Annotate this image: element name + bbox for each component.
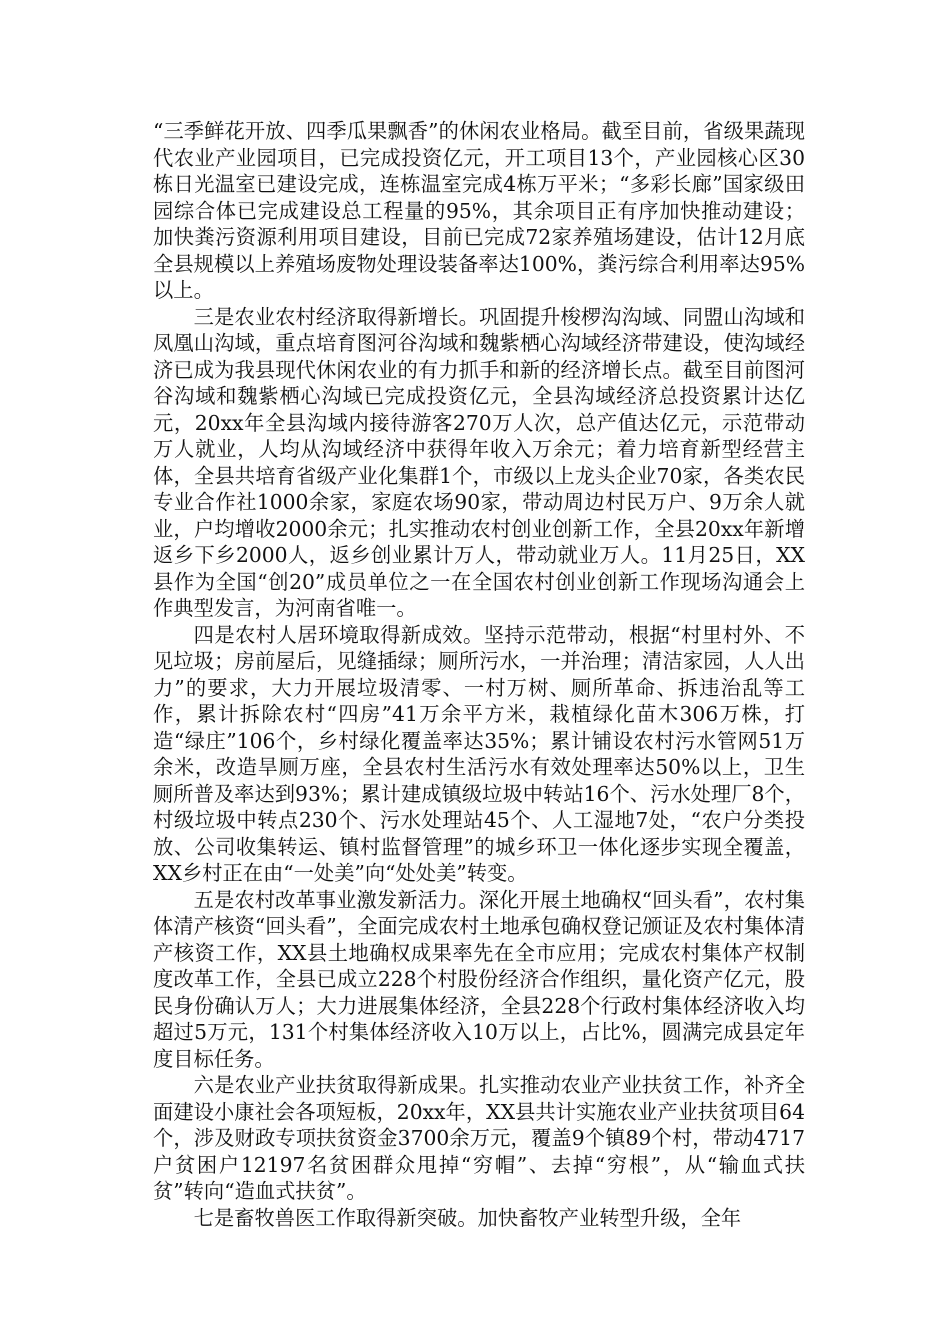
document-body	[153, 118, 805, 1231]
paragraph-animal-husbandry: 七是畜牧兽医工作取得新突破。加快畜牧产业转型升级，全年	[193, 1205, 742, 1230]
paragraph-rural-economy: 三是农业农村经济取得新增长。巩固提升梭椤沟沟域、同盟山沟域和凤凰山沟域，重点培育图河谷沟域和魏紫栖心沟域经济带建设，使沟域经济已成为我县现代休闲农业的有力抓手和新的经济增长点。截至目前图河谷沟域和魏紫栖心沟域已完成投资亿元，全县沟域经济总投资累计达亿元，20xx年全县沟域内接待游客270万人次，总产值达亿元，示范带动万人就业，人均从沟域经济中获得年收入万余元；着力培育新型经营主体，全县共培育省级产业化集群1个，市级以上龙头企业70家，各类农民专业合作社1000余家，家庭农场90家，带动周边村民万户、9万余人就业，户均增收2000余元；扎实推动农村创业创新工作，全县20xx年新增返乡下乡2000人，返乡创业累计万人，带动就业万人。11月25日，XX县作为全国“创20”成员单位之一在全国农村创业创新工作现场沟通会上作典型发言，为河南省唯一。	[153, 304, 805, 620]
paragraph-leisure-agriculture: “三季鲜花开放、四季瓜果飘香”的休闲农业格局。截至目前，省级果蔬现代农业产业园项目，已完成投资亿元，开工项目13个，产业园核心区30栋日光温室已建设完成，连栋温室完成4栋万平米；“多彩长廊”国家级田园综合体已完成建设总工程量的95%，其余项目正有序加快推动建设；加快粪污资源利用项目建设，目前已完成72家养殖场建设，估计12月底全县规模以上养殖场废物处理设装备率达100%，粪污综合利用率达95%以上。	[153, 119, 805, 302]
paragraph-rural-reform: 五是农村改革事业激发新活力。深化开展土地确权“回头看”，农村集体清产核资“回头看”，全面完成农村土地承包确权登记颁证及农村集体清产核资工作，XX县土地确权成果率先在全市应用；完成农村集体产权制度改革工作，全县已成立228个村股份经济合作组织，量化资产亿元，股民身份确认万人；大力进展集体经济，全县228个行政村集体经济收入均超过5万元，131个村集体经济收入10万以上，占比%，圆满完成县定年度目标任务。	[153, 887, 805, 1071]
paragraph-poverty-alleviation: 六是农业产业扶贫取得新成果。扎实推动农业产业扶贫工作，补齐全面建设小康社会各项短板，20xx年，XX县共计实施农业产业扶贫项目64个，涉及财政专项扶贫资金3700余万元，覆盖9个镇89个村，带动4717户贫困户12197名贫困群众甩掉“穷帽”、去掉“穷根”，从“输血式扶贫”转向“造血式扶贫”。	[153, 1073, 805, 1203]
paragraph-living-environment: 四是农村人居环境取得新成效。坚持示范带动，根据“村里村外、不见垃圾；房前屋后，见缝插绿；厕所污水，一并治理；清洁家园，人人出力”的要求，大力开展垃圾清零、一村万树、厕所革命、拆违治乱等工作，累计拆除农村“四房”41万余平方米，栽植绿化苗木306万株，打造“绿庄”106个，乡村绿化覆盖率达35%；累计铺设农村污水管网51万余米，改造旱厕万座，全县农村生活污水有效处理率达50%以上，卫生厕所普及率达到93%；累计建成镇级垃圾中转站16个、污水处理厂8个，村级垃圾中转点230个、污水处理站45个、人工湿地7处，“农户分类投放、公司收集转运、镇村监督管理”的城乡环卫一体化逐步实现全覆盖，XX乡村正在由“一处美”向“处处美”转变。	[153, 622, 805, 885]
